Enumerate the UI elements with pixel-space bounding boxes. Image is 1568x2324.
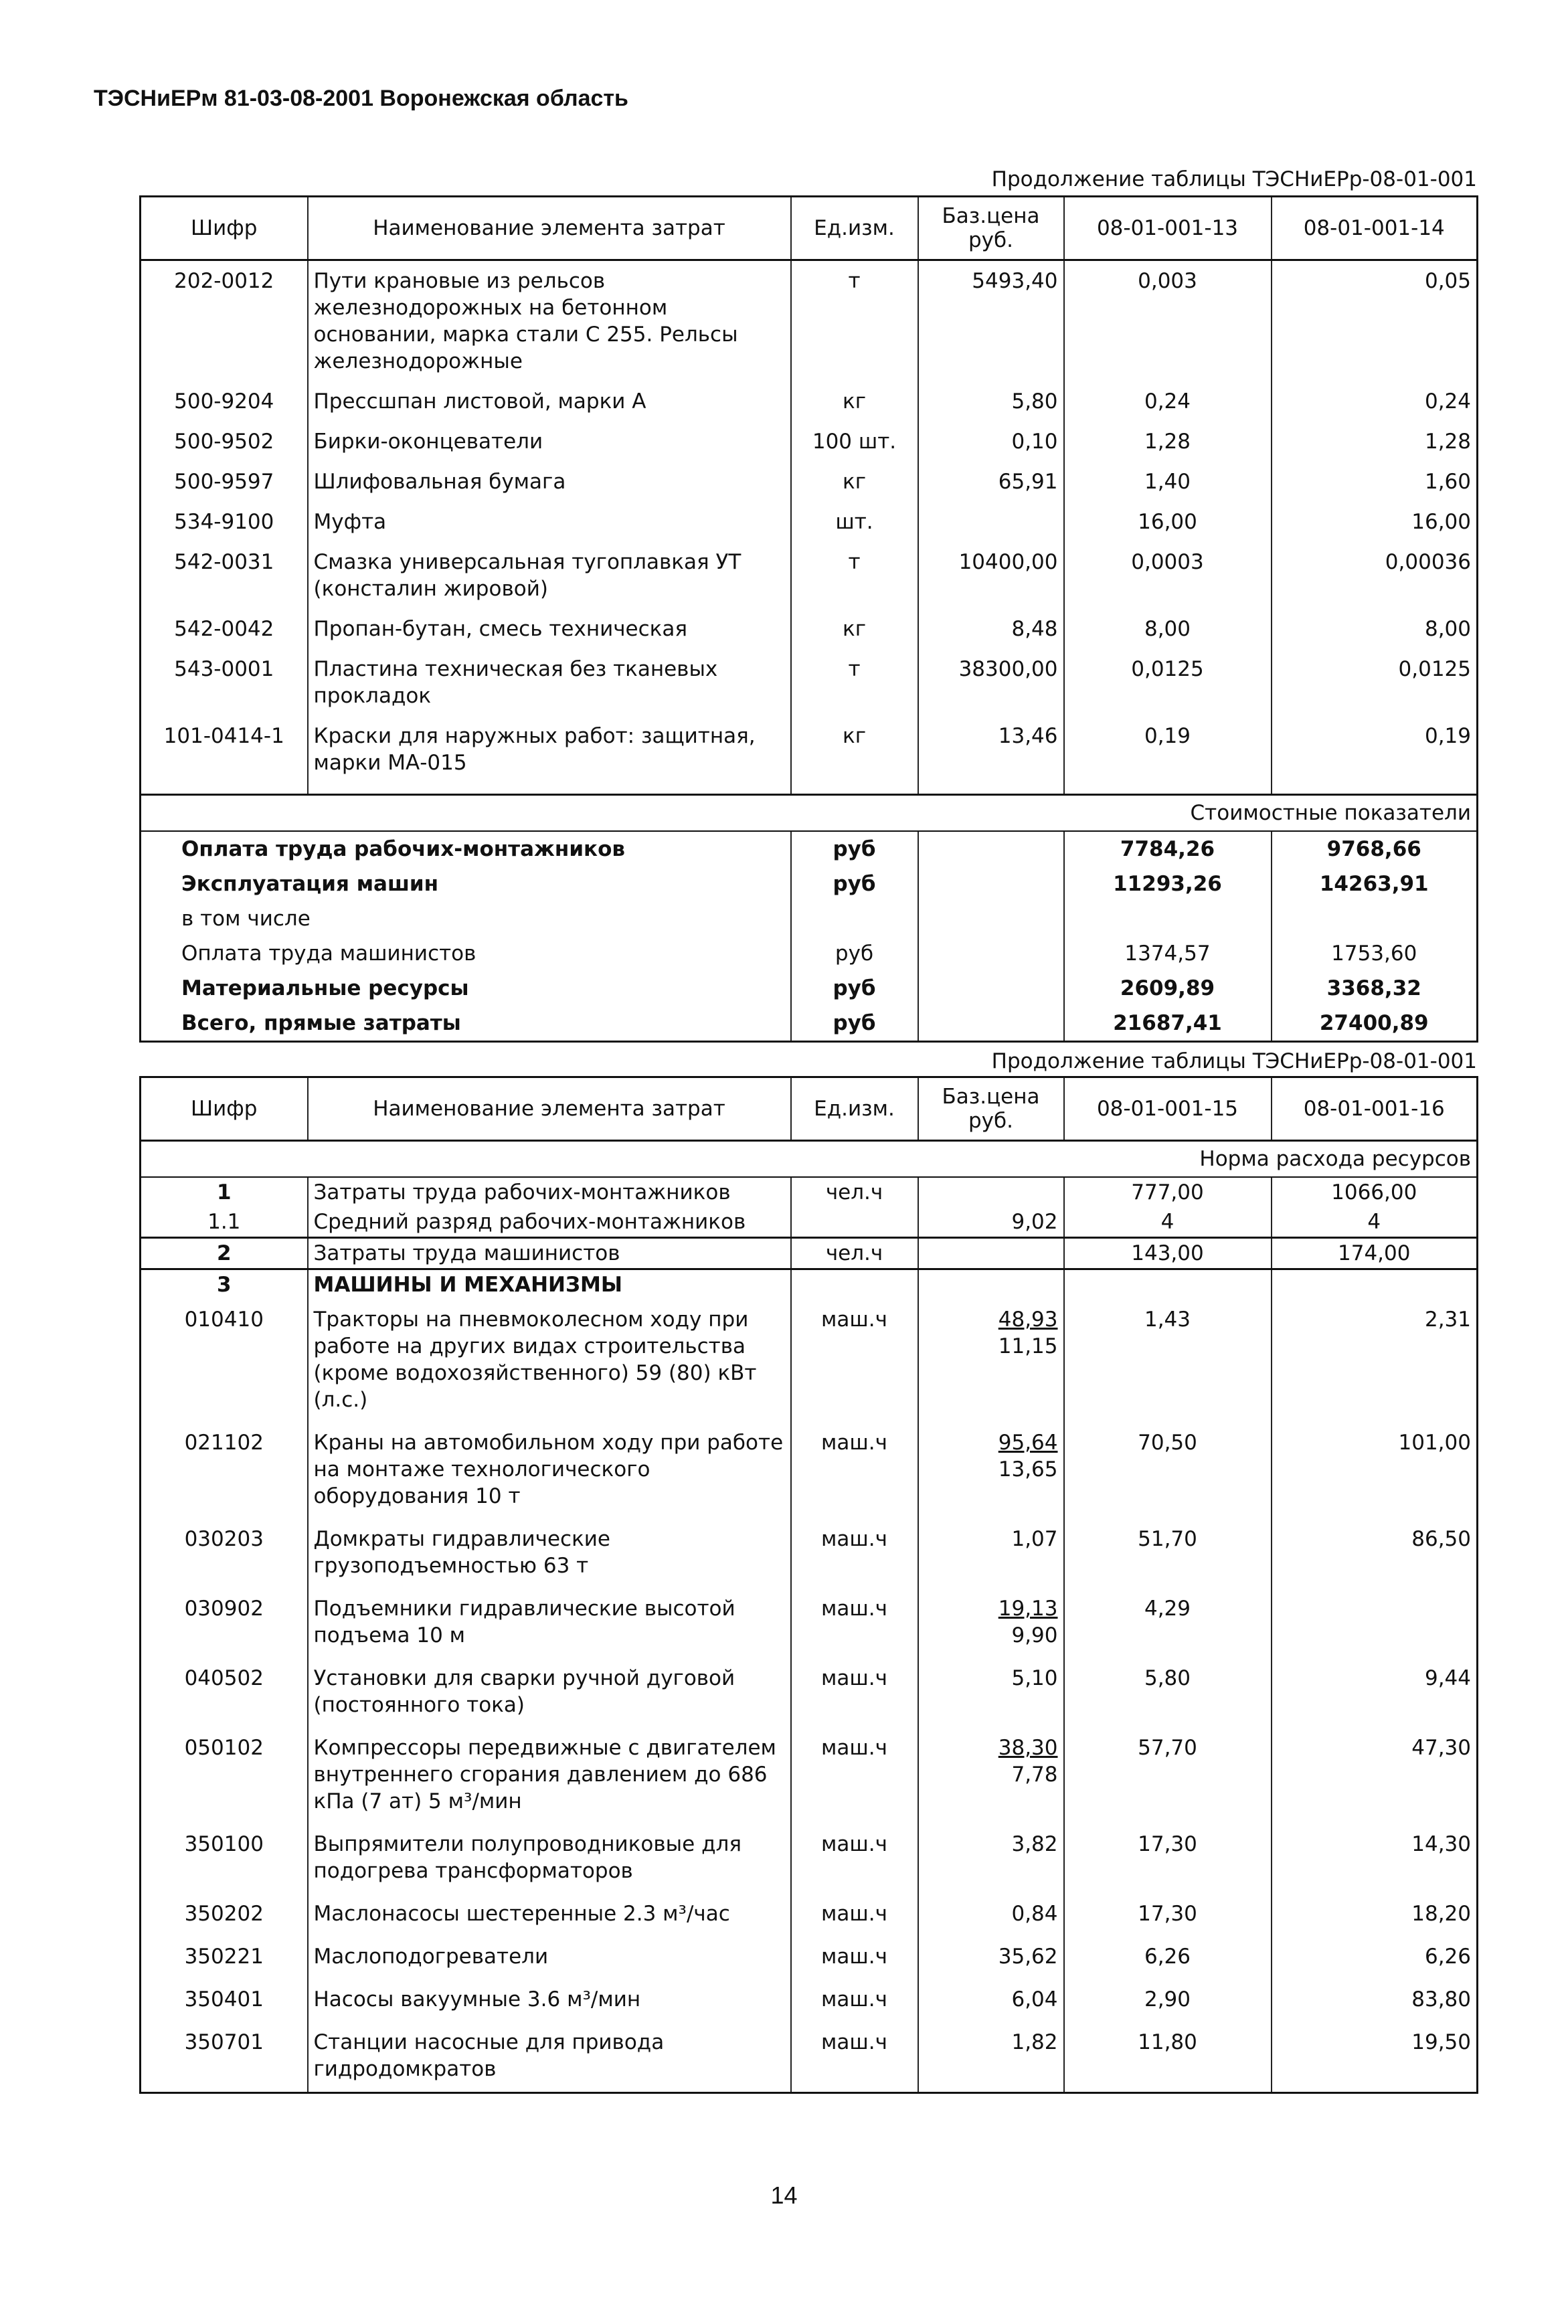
cell-unit: кг	[791, 381, 918, 422]
spacer-row	[141, 783, 1478, 795]
cell-code: 350701	[141, 2022, 308, 2093]
cell-unit: маш.ч	[791, 2022, 918, 2093]
cell-unit: маш.ч	[791, 1658, 918, 1728]
section-banner: Норма расхода ресурсов	[141, 1141, 1478, 1178]
cell-name: Смазка универсальная тугоплавкая УТ (консталин жировой)	[308, 542, 791, 609]
cell-unit	[791, 1207, 918, 1238]
summary-row	[141, 831, 1478, 867]
cell-value-2: 1066,00	[1272, 1177, 1478, 1207]
summary-unit: руб	[791, 936, 918, 971]
price-machinist-value: 7,78	[1011, 1763, 1058, 1787]
summary-value-1: 2609,89	[1064, 971, 1272, 1006]
price-value: 48,93	[998, 1308, 1058, 1332]
price-value: 35,62	[998, 1945, 1058, 1969]
summary-value-2: 27400,89	[1272, 1006, 1478, 1042]
cell-value-2: 4	[1272, 1207, 1478, 1238]
cell-code: 030203	[141, 1519, 308, 1589]
table-row	[141, 1937, 1478, 1979]
cell-name: Установки для сварки ручной дуговой (постоянного тока)	[308, 1658, 791, 1728]
col-header-price: Баз.цена руб.	[918, 197, 1064, 260]
price-value: 1,82	[1011, 2030, 1058, 2054]
cell-code: 040502	[141, 1658, 308, 1728]
cell-code: 202-0012	[141, 260, 308, 382]
cell-value-2: 0,05	[1272, 260, 1478, 382]
cell-unit: маш.ч	[791, 1979, 918, 2022]
section-banner-row	[141, 795, 1478, 832]
table-row	[141, 1269, 1478, 1300]
cell-code: 542-0031	[141, 542, 308, 609]
cell-code: 3	[141, 1269, 308, 1300]
cell-value-1: 0,003	[1064, 260, 1272, 382]
table-row	[141, 609, 1478, 649]
col-header-unit: Ед.изм.	[791, 197, 918, 260]
cell-value-2: 19,50	[1272, 2022, 1478, 2093]
price-value: 5,10	[1011, 1666, 1058, 1690]
cell-empty	[918, 901, 1064, 936]
table-row	[141, 502, 1478, 542]
cell-value-2: 16,00	[1272, 502, 1478, 542]
table1	[139, 195, 1478, 1043]
cell-name: Тракторы на пневмоколесном ходу при работе на других видах строительства (кроме водохозяйственного) 59 (80) кВт (л.с.)	[308, 1300, 791, 1423]
cell-code: 534-9100	[141, 502, 308, 542]
summary-row	[141, 1006, 1478, 1042]
col-header-name: Наименование элемента затрат	[308, 197, 791, 260]
cell-empty	[1272, 783, 1478, 795]
cell-value-1: 777,00	[1064, 1177, 1272, 1207]
cell-price: 0,10	[918, 422, 1064, 462]
summary-unit: руб	[791, 867, 918, 901]
price-value: 0,84	[1011, 1902, 1058, 1926]
summary-value-1: 1374,57	[1064, 936, 1272, 971]
summary-unit: руб	[791, 971, 918, 1006]
cell-value-2: 1,28	[1272, 422, 1478, 462]
summary-label: Всего, прямые затраты	[141, 1006, 791, 1042]
table-row	[141, 381, 1478, 422]
table-row	[141, 1300, 1478, 1423]
cell-code: 500-9597	[141, 462, 308, 502]
cell-value-1: 4,29	[1064, 1589, 1272, 1658]
cell-value-2	[1272, 1269, 1478, 1300]
cell-code: 021102	[141, 1423, 308, 1519]
summary-row	[141, 971, 1478, 1006]
cell-value-1: 2,90	[1064, 1979, 1272, 2022]
cell-name: Маслонасосы шестеренные 2.3 м³/час	[308, 1894, 791, 1937]
cell-price	[918, 1177, 1064, 1207]
summary-row	[141, 936, 1478, 971]
cell-unit: т	[791, 649, 918, 716]
cell-unit: маш.ч	[791, 1894, 918, 1937]
cell-unit: кг	[791, 609, 918, 649]
table-row	[141, 542, 1478, 609]
cell-value-2: 86,50	[1272, 1519, 1478, 1589]
cell-price	[918, 1300, 1064, 1423]
table1-caption: Продолжение таблицы ТЭСНиЕРр-08-01-001	[991, 167, 1477, 191]
cell-empty	[308, 783, 791, 795]
cell-unit: маш.ч	[791, 1519, 918, 1589]
summary-value-2	[1272, 901, 1478, 936]
cell-price	[918, 1894, 1064, 1937]
table-row	[141, 1589, 1478, 1658]
cell-value-1: 17,30	[1064, 1894, 1272, 1937]
cell-code: 350100	[141, 1824, 308, 1894]
cell-name: Домкраты гидравлические грузоподъемностью 63 т	[308, 1519, 791, 1589]
table-row	[141, 1979, 1478, 2022]
cell-value-1: 0,0003	[1064, 542, 1272, 609]
summary-unit: руб	[791, 1006, 918, 1042]
cell-price	[918, 1423, 1064, 1519]
cell-value-1: 6,26	[1064, 1937, 1272, 1979]
col-header-price: Баз.цена руб.	[918, 1077, 1064, 1141]
cell-price	[918, 1519, 1064, 1589]
cell-code: 350202	[141, 1894, 308, 1937]
summary-value-2: 14263,91	[1272, 867, 1478, 901]
page-header: ТЭСНиЕРм 81-03-08-2001 Воронежская область	[94, 86, 628, 111]
col-header-name: Наименование элемента затрат	[308, 1077, 791, 1141]
cell-price	[918, 502, 1064, 542]
cell-unit: маш.ч	[791, 1423, 918, 1519]
cell-name: Краны на автомобильном ходу при работе на монтаже технологического оборудования 10 т	[308, 1423, 791, 1519]
cell-code: 350401	[141, 1979, 308, 2022]
cell-value-1: 0,24	[1064, 381, 1272, 422]
summary-value-1: 11293,26	[1064, 867, 1272, 901]
cell-code: 500-9502	[141, 422, 308, 462]
col-header-value-2: 08-01-001-16	[1272, 1077, 1478, 1141]
table-row	[141, 1207, 1478, 1238]
cell-empty	[918, 831, 1064, 867]
cell-value-2: 174,00	[1272, 1238, 1478, 1269]
cell-value-2: 0,24	[1272, 381, 1478, 422]
cell-name: Пропан-бутан, смесь техническая	[308, 609, 791, 649]
cell-value-2: 47,30	[1272, 1728, 1478, 1824]
cell-empty	[791, 783, 918, 795]
cell-unit: маш.ч	[791, 1300, 918, 1423]
cell-code: 101-0414-1	[141, 716, 308, 783]
cell-name: Затраты труда рабочих-монтажников	[308, 1177, 791, 1207]
summary-label: Оплата труда рабочих-монтажников	[141, 831, 791, 867]
cell-empty	[918, 867, 1064, 901]
col-header-value-1: 08-01-001-15	[1064, 1077, 1272, 1141]
cell-unit: кг	[791, 462, 918, 502]
cell-empty	[918, 936, 1064, 971]
cell-empty	[918, 783, 1064, 795]
cell-value-1: 57,70	[1064, 1728, 1272, 1824]
cell-value-1: 0,19	[1064, 716, 1272, 783]
price-value: 95,64	[998, 1431, 1058, 1455]
cell-value-2: 18,20	[1272, 1894, 1478, 1937]
cell-value-1: 8,00	[1064, 609, 1272, 649]
table-row	[141, 1519, 1478, 1589]
summary-value-1: 7784,26	[1064, 831, 1272, 867]
cell-value-2: 0,0125	[1272, 649, 1478, 716]
price-value: 38,30	[998, 1736, 1058, 1760]
cell-code: 2	[141, 1238, 308, 1269]
cell-value-2: 0,19	[1272, 716, 1478, 783]
cell-empty	[918, 971, 1064, 1006]
summary-label: в том числе	[141, 901, 791, 936]
cell-code: 500-9204	[141, 381, 308, 422]
table-row	[141, 260, 1478, 382]
cell-name: Насосы вакуумные 3.6 м³/мин	[308, 1979, 791, 2022]
cell-name: Компрессоры передвижные с двигателем внутреннего сгорания давлением до 686 кПа (7 ат) 5 м³/мин	[308, 1728, 791, 1824]
price-value: 19,13	[998, 1597, 1058, 1621]
cell-price	[918, 1937, 1064, 1979]
table-row	[141, 1728, 1478, 1824]
cell-unit: маш.ч	[791, 1589, 918, 1658]
cell-value-2: 1,60	[1272, 462, 1478, 502]
cell-price	[918, 1589, 1064, 1658]
col-header-value-1: 08-01-001-13	[1064, 197, 1272, 260]
col-header-value-2: 08-01-001-14	[1272, 197, 1478, 260]
table-row	[141, 1658, 1478, 1728]
cell-unit: 100 шт.	[791, 422, 918, 462]
cell-code: 010410	[141, 1300, 308, 1423]
cell-price	[918, 1979, 1064, 2022]
cell-unit: маш.ч	[791, 1824, 918, 1894]
price-value: 9,02	[1011, 1210, 1058, 1234]
cell-name: Станции насосные для привода гидродомкратов	[308, 2022, 791, 2093]
cell-code: 1	[141, 1177, 308, 1207]
cell-price	[918, 1238, 1064, 1269]
summary-value-1	[1064, 901, 1272, 936]
cell-price	[918, 1207, 1064, 1238]
cell-code: 030902	[141, 1589, 308, 1658]
cell-name: Подъемники гидравлические высотой подъема 10 м	[308, 1589, 791, 1658]
cell-empty	[918, 1006, 1064, 1042]
cell-unit: т	[791, 542, 918, 609]
cell-price	[918, 1269, 1064, 1300]
cell-price: 5,80	[918, 381, 1064, 422]
price-value: 6,04	[1011, 1987, 1058, 2012]
summary-label: Эксплуатация машин	[141, 867, 791, 901]
cell-unit: шт.	[791, 502, 918, 542]
cell-price: 10400,00	[918, 542, 1064, 609]
cell-value-1: 1,43	[1064, 1300, 1272, 1423]
cell-value-1: 1,40	[1064, 462, 1272, 502]
table-row	[141, 422, 1478, 462]
table-row	[141, 716, 1478, 783]
cell-value-1: 1,28	[1064, 422, 1272, 462]
cell-value-1: 70,50	[1064, 1423, 1272, 1519]
price-machinist-value: 9,90	[1011, 1623, 1058, 1647]
table-row	[141, 1423, 1478, 1519]
cell-value-1: 5,80	[1064, 1658, 1272, 1728]
cell-value-1: 143,00	[1064, 1238, 1272, 1269]
page-number: 14	[770, 2181, 798, 2209]
section-banner-row	[141, 1141, 1478, 1178]
price-value: 1,07	[1011, 1527, 1058, 1551]
cell-value-2: 8,00	[1272, 609, 1478, 649]
table-row	[141, 1238, 1478, 1269]
cell-value-2: 83,80	[1272, 1979, 1478, 2022]
table2-caption: Продолжение таблицы ТЭСНиЕРр-08-01-001	[991, 1049, 1477, 1073]
cell-price: 38300,00	[918, 649, 1064, 716]
cell-name: Пути крановые из рельсов железнодорожных на бетонном основании, марка стали С 255. Рельсы железнодорожные	[308, 260, 791, 382]
cell-code: 1.1	[141, 1207, 308, 1238]
table-row	[141, 1177, 1478, 1207]
cell-price: 65,91	[918, 462, 1064, 502]
cell-name: Муфта	[308, 502, 791, 542]
cell-value-2: 0,00036	[1272, 542, 1478, 609]
table-row	[141, 1824, 1478, 1894]
cell-value-1: 16,00	[1064, 502, 1272, 542]
col-header-code: Шифр	[141, 1077, 308, 1141]
cell-name: МАШИНЫ И МЕХАНИЗМЫ	[308, 1269, 791, 1300]
cell-value-2: 2,31	[1272, 1300, 1478, 1423]
cell-price: 5493,40	[918, 260, 1064, 382]
summary-value-1: 21687,41	[1064, 1006, 1272, 1042]
cell-name: Шлифовальная бумага	[308, 462, 791, 502]
cell-value-2: 14,30	[1272, 1824, 1478, 1894]
cell-value-1	[1064, 1269, 1272, 1300]
cell-name: Краски для наружных работ: защитная, марки МА-015	[308, 716, 791, 783]
summary-row	[141, 867, 1478, 901]
cell-unit: кг	[791, 716, 918, 783]
price-machinist-value: 11,15	[998, 1334, 1058, 1358]
cell-name: Бирки-оконцеватели	[308, 422, 791, 462]
summary-label: Материальные ресурсы	[141, 971, 791, 1006]
cell-name: Затраты труда машинистов	[308, 1238, 791, 1269]
cell-value-1: 4	[1064, 1207, 1272, 1238]
cell-name: Прессшпан листовой, марки А	[308, 381, 791, 422]
cell-unit: чел.ч	[791, 1177, 918, 1207]
cell-name: Выпрямители полупроводниковые для подогрева трансформаторов	[308, 1824, 791, 1894]
cell-empty	[141, 783, 308, 795]
cell-empty	[1064, 783, 1272, 795]
cell-code: 050102	[141, 1728, 308, 1824]
cell-value-1: 51,70	[1064, 1519, 1272, 1589]
table-row	[141, 462, 1478, 502]
cell-price: 8,48	[918, 609, 1064, 649]
cell-price	[918, 2022, 1064, 2093]
summary-value-2: 3368,32	[1272, 971, 1478, 1006]
cell-value-2: 6,26	[1272, 1937, 1478, 1979]
price-machinist-value: 13,65	[998, 1457, 1058, 1482]
cell-value-1: 17,30	[1064, 1824, 1272, 1894]
cell-value-1: 11,80	[1064, 2022, 1272, 2093]
cell-code: 543-0001	[141, 649, 308, 716]
cell-unit: т	[791, 260, 918, 382]
cell-unit: чел.ч	[791, 1238, 918, 1269]
col-header-unit: Ед.изм.	[791, 1077, 918, 1141]
summary-unit: руб	[791, 831, 918, 867]
cell-name: Пластина техническая без тканевых прокладок	[308, 649, 791, 716]
summary-value-2: 9768,66	[1272, 831, 1478, 867]
summary-value-2: 1753,60	[1272, 936, 1478, 971]
cell-price	[918, 1728, 1064, 1824]
cell-value-2: 101,00	[1272, 1423, 1478, 1519]
summary-label: Оплата труда машинистов	[141, 936, 791, 971]
cell-price	[918, 1824, 1064, 1894]
summary-row	[141, 901, 1478, 936]
cell-value-2: 9,44	[1272, 1658, 1478, 1728]
cell-code: 350221	[141, 1937, 308, 1979]
cell-unit	[791, 1269, 918, 1300]
cell-code: 542-0042	[141, 609, 308, 649]
section-banner: Стоимостные показатели	[141, 795, 1478, 832]
table2	[139, 1076, 1478, 2094]
table-row	[141, 2022, 1478, 2093]
price-value: 3,82	[1011, 1832, 1058, 1856]
cell-unit: маш.ч	[791, 1728, 918, 1824]
cell-value-2	[1272, 1589, 1478, 1658]
summary-unit	[791, 901, 918, 936]
cell-name: Средний разряд рабочих-монтажников	[308, 1207, 791, 1238]
cell-value-1: 0,0125	[1064, 649, 1272, 716]
cell-price: 13,46	[918, 716, 1064, 783]
table-row	[141, 649, 1478, 716]
table-row	[141, 1894, 1478, 1937]
col-header-code: Шифр	[141, 197, 308, 260]
cell-price	[918, 1658, 1064, 1728]
cell-unit: маш.ч	[791, 1937, 918, 1979]
cell-name: Маслоподогреватели	[308, 1937, 791, 1979]
